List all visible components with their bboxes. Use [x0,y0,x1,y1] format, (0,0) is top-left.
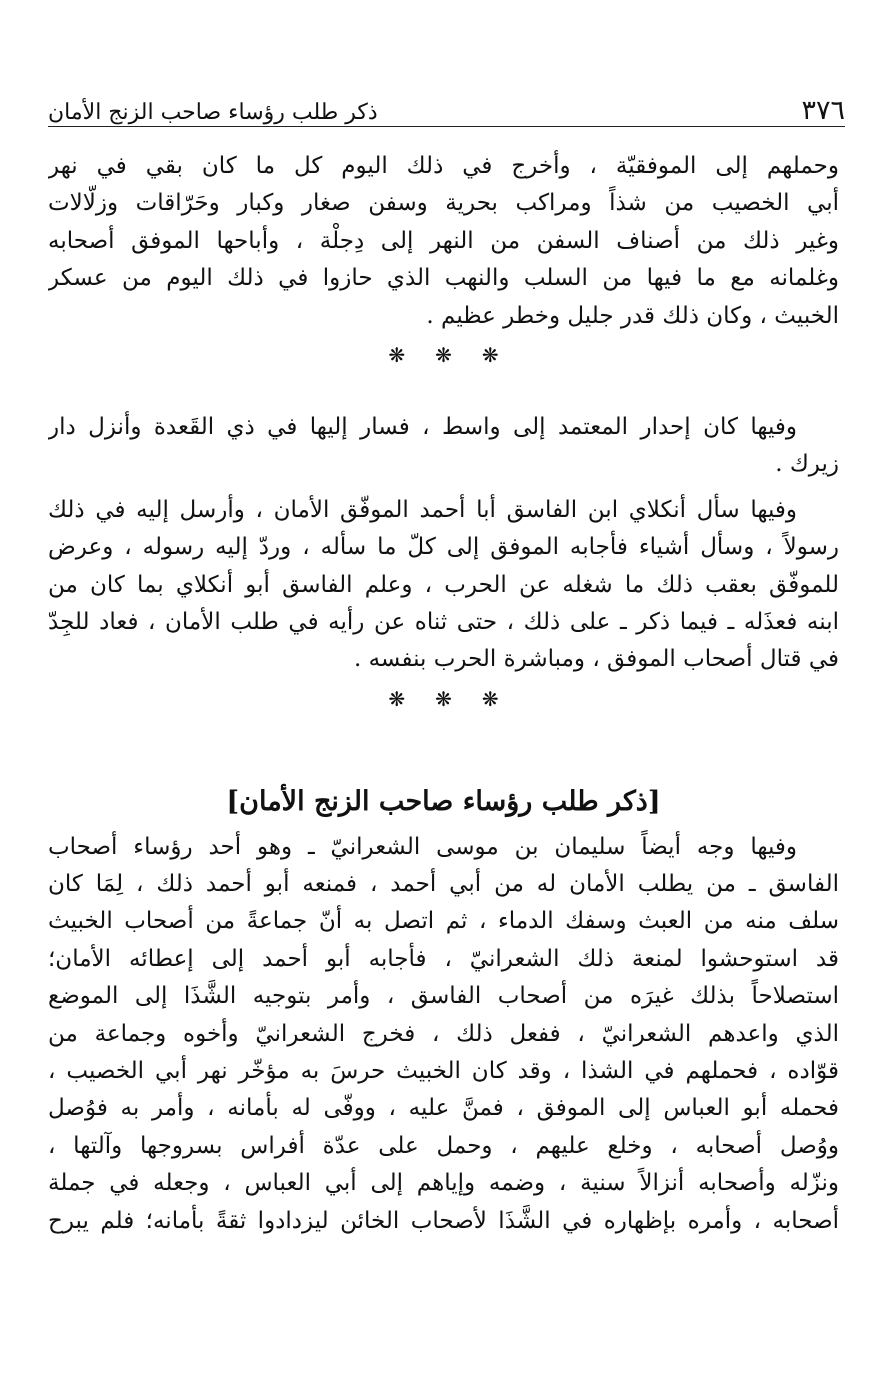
text-line: وغلمانه مع ما فيها من السلب والنهب الذي حازوا في ذلك اليوم من عسكر [48,265,839,292]
text-line: الخبيث ، وكان ذلك قدر جليل وخطر عظيم . [426,302,839,329]
page-number: ٣٧٦ [801,95,845,126]
separator-star-icon: ❋ [435,342,452,367]
paragraph-2 [48,409,839,484]
text-line: فحمله أبو العباس إلى الموفق ، فمنَّ عليه ، ووفّى له بأمانه ، وأمر به فوُصل [48,1095,839,1122]
running-header [48,84,845,127]
text-line: ووُصل أصحابه ، وخلع عليهم ، وحمل على عدّة أفراس بسروجها وآلتها ، [48,1132,839,1159]
separator-star-icon: ❋ [388,342,406,367]
separator-star-icon: ❋ [388,686,406,711]
separator-star-icon: ❋ [435,686,452,711]
text-line: قوّاده ، فحملهم في الشذا ، وقد كان الخبيث حرسَ به مؤخّر نهر أبي الخصيب ، [48,1058,839,1085]
separator-star-icon: ❋ [481,686,499,711]
text-line: للموفّق بعقب ذلك ما شغله عن الحرب ، وعلم الفاسق أبو أنكلاي بما كان من [48,571,839,598]
text-line: وفيها وجه أيضاً سليمان بن موسى الشعرانيّ ـ وهو أحد رؤساء أصحاب [48,833,797,860]
text-line: أصحابه ، وأمره بإظهاره في الشَّذَا لأصحاب الخائن ليزدادوا ثقةً بأمانه؛ فلم يبرح [48,1207,839,1234]
text-line: وفيها كان إحدار المعتمد إلى واسط ، فسار إليها في ذي القَعدة وأنزل دار [48,413,797,440]
section-heading: [ذكر طلب رؤساء صاحب الزنج الأمان] [226,785,661,817]
text-line: استصلاحاً بذلك غيرَه من أصحاب الفاسق ، وأمر بتوجيه الشَّذَا إلى الموضع [48,983,839,1010]
body-text [48,148,839,1240]
paragraph-1 [48,148,839,335]
separator-star-icon: ❋ [481,342,499,367]
text-line: الفاسق ـ من يطلب الأمان له من أبي أحمد ، فمنعه أبو أحمد ذلك ، لِمَا كان [48,871,839,898]
text-line: زيرك . [775,451,839,478]
text-line: ونزّله وأصحابه أنزالاً سنية ، وضمه وإياهم إلى أبي العباس ، وجعله في جملة [48,1170,839,1197]
paragraph-4 [48,829,839,1240]
text-line: وغير ذلك من أصناف السفن من النهر إلى دِجلْة ، وأباحها الموفق أصحابه [48,227,839,254]
section-separator-stars [48,679,839,719]
text-line: وحملهم إلى الموفقيّة ، وأخرج في ذلك اليوم كل ما كان بقي في نهر [48,153,839,179]
section-separator-stars [48,335,839,375]
text-line: وفيها سأل أنكلاي ابن الفاسق أبا أحمد الموفّق الأمان ، وأرسل إليه في ذلك [48,496,797,523]
text-line: الذي واعدهم الشعرانيّ ، ففعل ذلك ، فخرج الشعرانيّ وأخوه وجماعة من [48,1020,839,1047]
text-line: سلف منه من العبث وسفك الدماء ، ثم اتصل به أنّ جماعةً من أصحاب الخبيث [48,908,839,935]
running-header-title: ذكر طلب رؤساء صاحب الزنج الأمان [48,100,378,125]
paragraph-3 [48,492,839,679]
text-line: أبي الخصيب من شذاً ومراكب بحرية وسفن صغار وكبار وحَرّاقات وزلّالات [48,190,839,217]
text-line: رسولاً ، وسأل أشياء فأجابه الموفق إلى كلّ ما سأله ، وردّ إليه رسوله ، وعرض [48,534,839,561]
text-line: قد استوحشوا لمنعة ذلك الشعرانيّ ، فأجابه أبو أحمد إلى إعطائه الأمان؛ [48,945,839,972]
text-line: في قتال أصحاب الموفق ، ومباشرة الحرب بنفسه . [353,646,839,673]
text-line: ابنه فعذَله ـ فيما ذكر ـ على ذلك ، حتى ثناه عن رأيه في طلب الأمان ، فعاد للجِدّ [48,608,839,635]
